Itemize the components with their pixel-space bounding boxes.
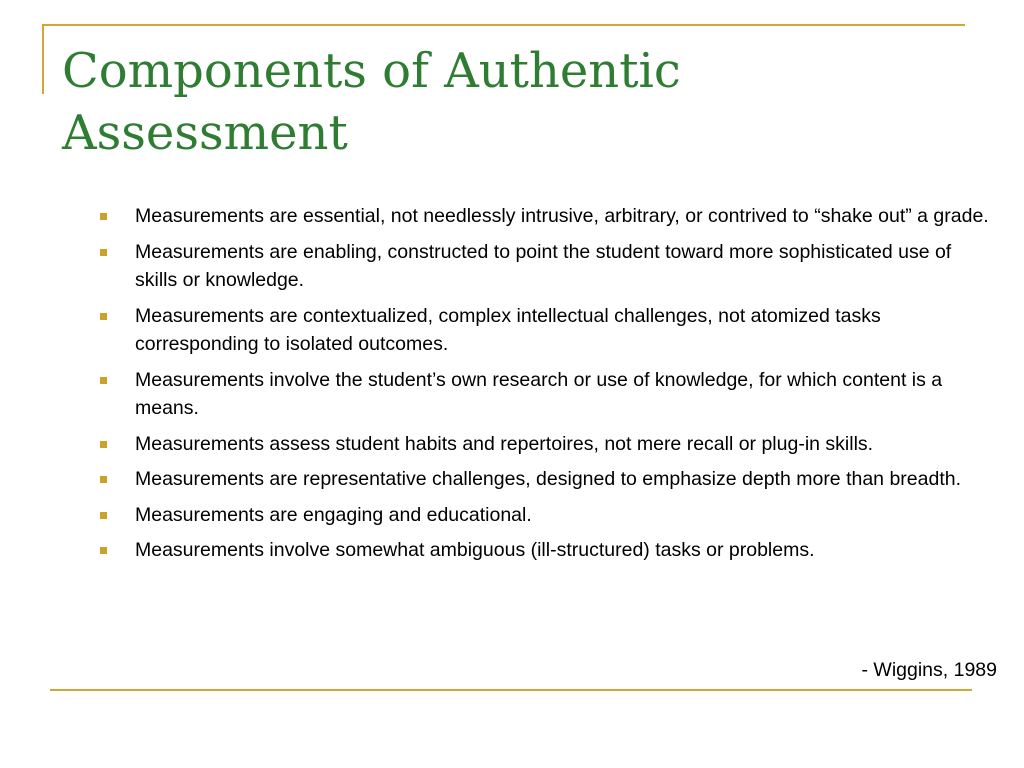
left-rule <box>42 24 44 94</box>
square-bullet-icon <box>100 547 107 554</box>
list-item <box>100 501 995 530</box>
square-bullet-icon <box>100 377 107 384</box>
bullet-text: Measurements are engaging and educational. <box>135 503 532 526</box>
bullet-text: Measurements are essential, not needlessly intrusive, arbitrary, or contrived to “shake out” a grade. <box>135 205 989 227</box>
list-item <box>100 302 995 359</box>
bullet-text: Measurements involve somewhat ambiguous (ill-structured) tasks or problems. <box>135 539 815 561</box>
bullet-list <box>100 202 995 572</box>
title-line-2: Assessment <box>62 105 348 161</box>
square-bullet-icon <box>100 512 107 519</box>
title-line-1: Components of Authentic <box>62 43 681 99</box>
bullet-text: Measurements involve the student’s own research or use of knowledge, for which content is a means. <box>135 368 943 419</box>
top-rule <box>42 24 965 26</box>
square-bullet-icon <box>100 313 107 320</box>
bullet-text: Measurements are enabling, constructed to point the student toward more sophisticated use of skills or knowledge. <box>135 240 952 291</box>
list-item <box>100 465 995 494</box>
square-bullet-icon <box>100 213 107 220</box>
bottom-rule <box>50 689 972 691</box>
list-item <box>100 238 995 295</box>
list-item <box>100 202 995 231</box>
list-item <box>100 366 995 423</box>
square-bullet-icon <box>100 476 107 483</box>
slide-title <box>62 40 942 164</box>
list-item <box>100 430 995 459</box>
bullet-text: Measurements are representative challenges, designed to emphasize depth more than breadth. <box>135 468 961 490</box>
citation: - Wiggins, 1989 <box>861 659 997 681</box>
bullet-text: Measurements are contextualized, complex intellectual challenges, not atomized tasks corresponding to isolated outcomes. <box>135 304 881 355</box>
list-item <box>100 536 995 565</box>
square-bullet-icon <box>100 249 107 256</box>
square-bullet-icon <box>100 441 107 448</box>
bullet-text: Measurements assess student habits and repertoires, not mere recall or plug-in skills. <box>135 432 874 455</box>
